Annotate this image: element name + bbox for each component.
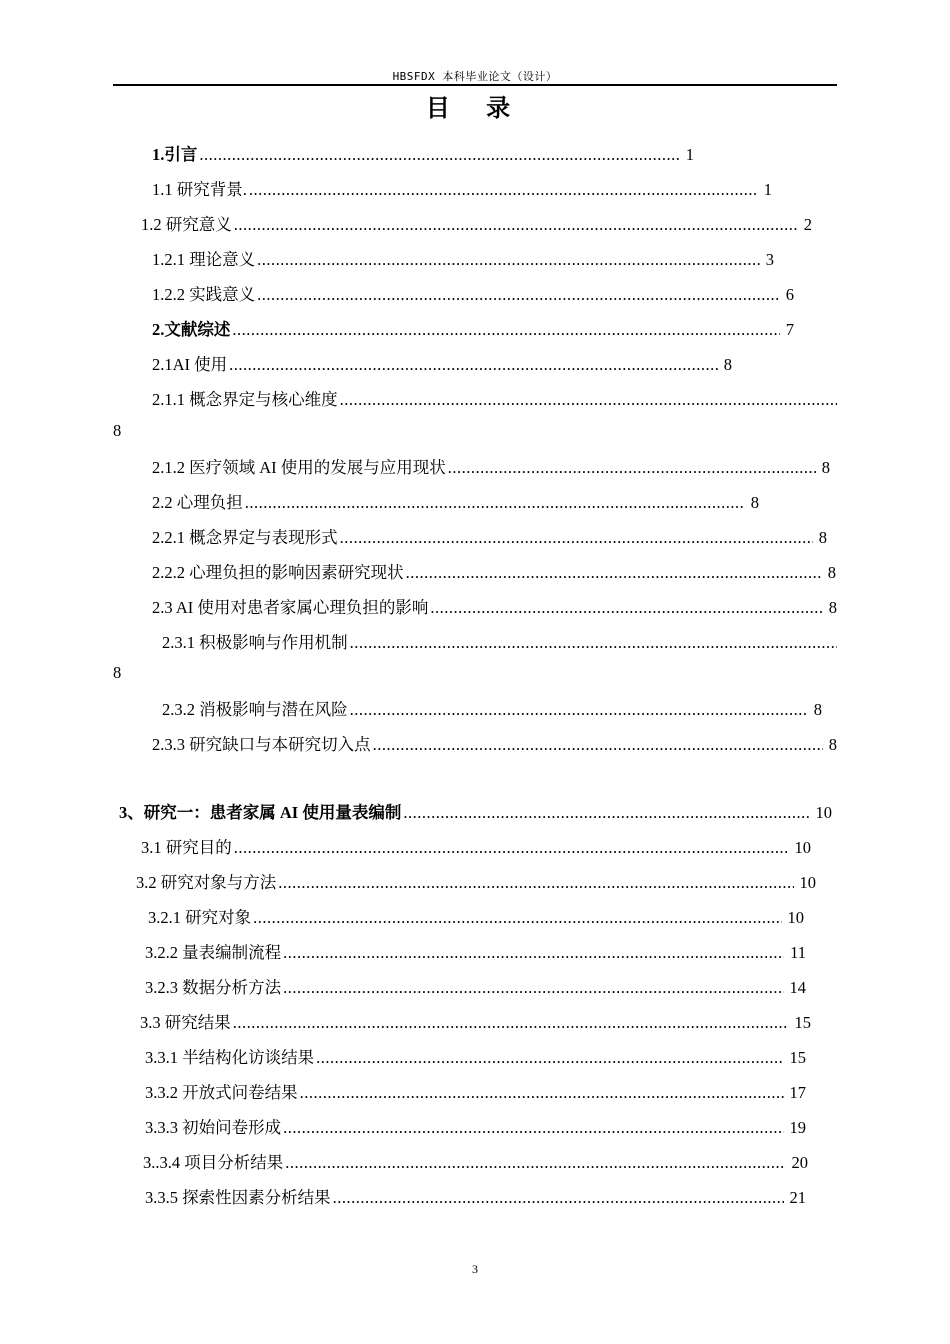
toc-entry[interactable] [152,489,759,513]
toc-entry-page: 8 [818,528,827,547]
toc-entry-page: 8 [813,700,822,719]
toc-entry-page: 15 [794,1013,811,1032]
toc-entry[interactable] [152,524,827,548]
toc-entry-page: 17 [789,1083,806,1102]
toc-entry[interactable] [136,869,816,893]
toc-entry-label: 3.2.1 研究对象 [148,908,252,927]
toc-title: 目 录 [425,94,525,122]
toc-entry-label: 1.2.1 理论意义 [152,250,256,269]
toc-entry-label: 3.3.1 半结构化访谈结果 [145,1048,315,1067]
toc-entry-page: 11 [790,943,806,962]
toc-entry-page: 8 [723,355,732,374]
toc-entry-label: 1.2 研究意义 [141,215,232,234]
toc-entry[interactable] [162,629,837,653]
toc-entry-label: 3.2.3 数据分析方法 [145,978,282,997]
toc-entry[interactable] [145,1079,806,1103]
toc-entry-label: 2.3 AI 使用对患者家属心理负担的影响 [152,598,429,617]
toc-entry-label: 3.3.3 初始问卷形成 [145,1118,282,1137]
toc-entry-label: 2.文献综述 [152,320,231,339]
toc-entry[interactable] [148,904,804,928]
toc-entry-page: 8 [821,458,830,477]
toc-entry-page: 1 [685,145,694,164]
toc-entry[interactable] [152,731,837,755]
toc-entry-page: 21 [789,1188,806,1207]
toc-entry-page: 10 [794,838,811,857]
toc-entry[interactable] [141,834,811,858]
toc-entry[interactable] [145,1114,806,1138]
toc-entry[interactable] [145,1044,806,1068]
toc-entry-label: 2.1.1 概念界定与核心维度 [152,390,338,409]
toc-entry-label: 1.1 研究背景. [152,180,247,199]
toc-entry-label: 2.3.2 消极影响与潜在风险 [162,700,348,719]
toc-entry-label: 2.1.2 医疗领域 AI 使用的发展与应用现状 [152,458,446,477]
toc-entry-page: 8 [113,421,122,440]
toc-entry-page: 10 [799,873,816,892]
toc-entry-page: 14 [789,978,806,997]
toc-entry[interactable] [162,696,822,720]
toc-entry-page: 15 [789,1048,806,1067]
toc-entry-page: 2 [803,215,812,234]
toc-entry[interactable] [143,1149,808,1173]
toc-entry-label: 1.引言 [152,145,198,164]
toc-entry-page: 8 [113,663,122,682]
toc-entry[interactable] [152,351,732,375]
toc-entry[interactable] [152,454,830,478]
toc-entry-page: 1 [763,180,772,199]
toc-entry[interactable] [152,316,794,340]
toc-entry-page: 10 [787,908,804,927]
toc-entry[interactable] [145,1184,806,1208]
toc-entry-page: 19 [789,1118,806,1137]
toc-entry-label: 2.2.2 心理负担的影响因素研究现状 [152,563,404,582]
toc-entry-label: 2.3.1 积极影响与作用机制 [162,633,348,652]
toc-entry[interactable] [152,141,694,165]
toc-entry[interactable] [152,559,836,583]
toc-entry-label: 3.2.2 量表编制流程 [145,943,282,962]
toc-entry-label: 2.3.3 研究缺口与本研究切入点 [152,735,371,754]
toc-entry-page: 8 [828,735,837,754]
toc-entry[interactable] [141,211,812,235]
header-rule [113,84,837,86]
toc-entry-label: 3.3.5 探索性因素分析结果 [145,1188,331,1207]
toc-entry-label: 3.3 研究结果 [140,1013,231,1032]
toc-entry[interactable] [152,176,772,200]
toc-entry-label: 2.1AI 使用 [152,355,228,374]
toc-entry-page: 8 [750,493,759,512]
page-number: 3 [472,1262,478,1276]
toc-entry-page: 6 [785,285,794,304]
toc-entry-page: 10 [815,803,832,822]
toc-entry[interactable] [119,799,832,823]
toc-entry-label: 2.2 心理负担 [152,493,243,512]
toc-entry-label: 2.2.1 概念界定与表现形式 [152,528,338,547]
toc-entry[interactable] [152,386,837,410]
toc-entry[interactable] [152,281,794,305]
toc-entry-label: 3.1 研究目的 [141,838,232,857]
toc-entry[interactable] [145,974,806,998]
toc-entry-page: 20 [791,1153,808,1172]
toc-entry-label: 3.3.2 开放式问卷结果 [145,1083,298,1102]
toc-entry-page: 3 [765,250,774,269]
toc-entry-page: 7 [785,320,794,339]
toc-entry[interactable] [145,939,806,963]
toc-entry[interactable] [140,1009,811,1033]
toc-entry-page: 8 [828,598,837,617]
page-header: HBSFDX 本科毕业论文（设计） [392,70,558,83]
toc-entry-page: 8 [827,563,836,582]
toc-entry-label: 3..3.4 项目分析结果 [143,1153,284,1172]
toc-entry[interactable] [152,594,837,618]
toc-entry-label: 3.2 研究对象与方法 [136,873,277,892]
toc-entry-label: 1.2.2 实践意义 [152,285,256,304]
toc-entry[interactable] [152,246,774,270]
toc-entry-label: 3、研究一：患者家属 AI 使用量表编制 [119,803,402,822]
